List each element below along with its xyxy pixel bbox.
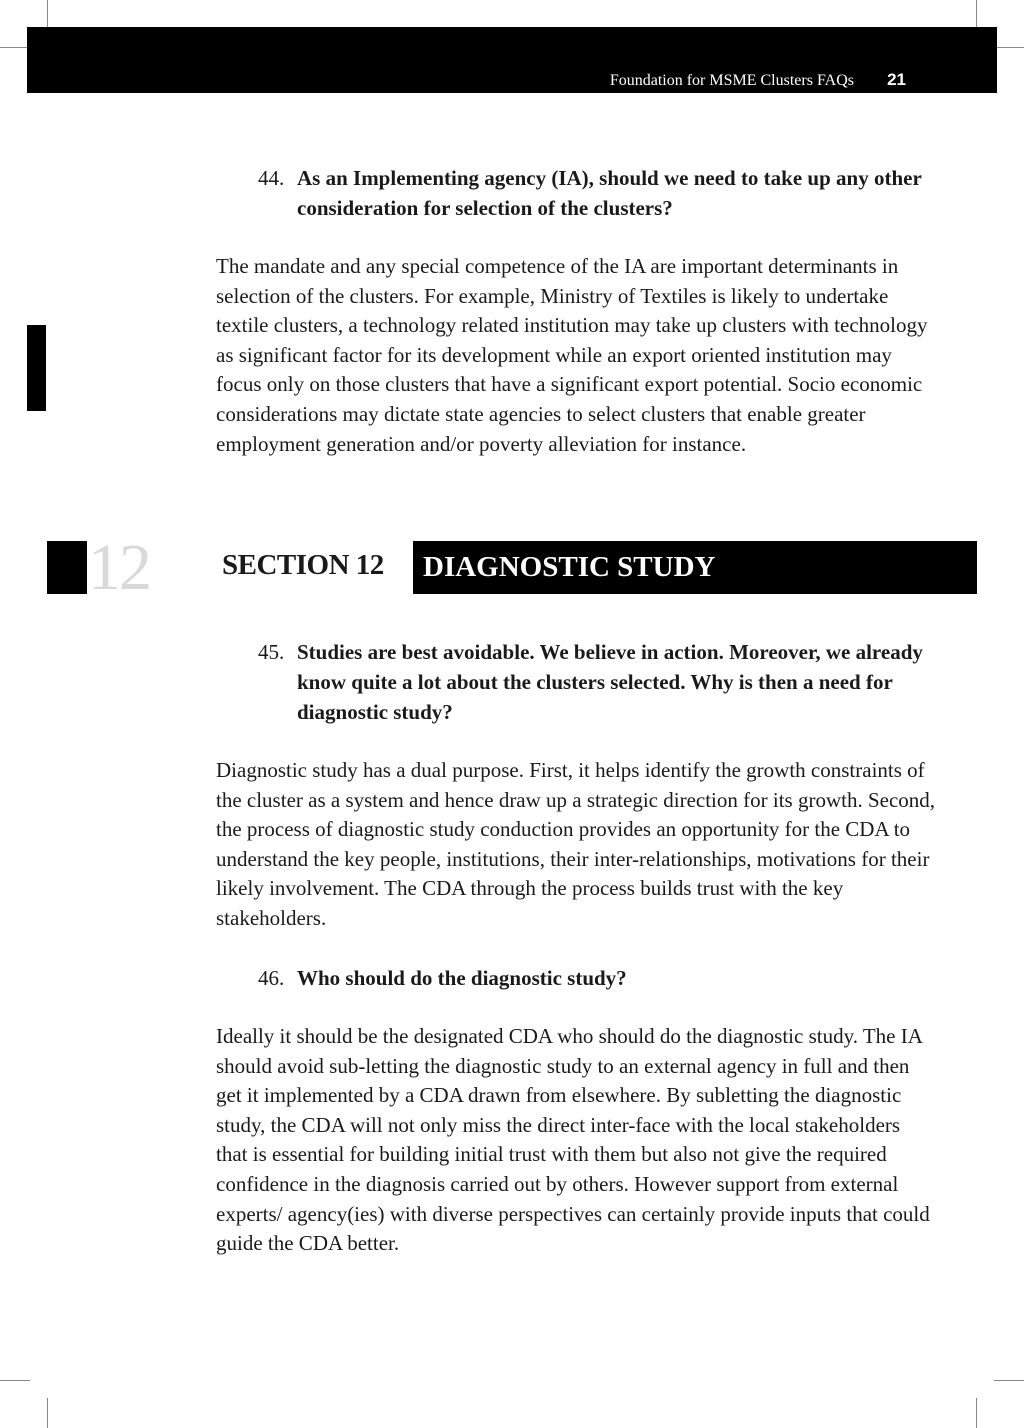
crop-mark: [994, 47, 1024, 48]
question-45: [258, 637, 948, 727]
question-text: As an Implementing agency (IA), should we need to take up any other consideration for selection of the clusters?: [297, 166, 922, 220]
question-number: 45.: [258, 640, 285, 664]
question-number: 46.: [258, 966, 285, 990]
crop-mark: [0, 47, 30, 48]
crop-mark: [976, 1398, 977, 1428]
crop-mark: [47, 0, 48, 30]
crop-mark: [976, 0, 977, 30]
page-header: [27, 27, 997, 93]
crop-mark: [0, 1380, 30, 1381]
page-number: 21: [887, 70, 906, 89]
question-text: Studies are best avoidable. We believe in action. Moreover, we already know quite a lot about the clusters selected. Why is then a need for diagnostic study?: [297, 640, 923, 724]
crop-mark: [994, 1380, 1024, 1381]
crop-mark: [47, 1398, 48, 1428]
answer-44: The mandate and any special competence of the IA are important determinants in selection of the clusters. For example, Ministry of Textiles is likely to undertake textile clusters, a technology related institution may take up clusters with technology as significant factor for its development while an export oriented institution may focus only on those clusters that have a significant export potential. Socio economic considerations may dictate state agencies to select clusters that enable greater employment generation and/or poverty alleviation for instance.: [216, 254, 928, 456]
header-title: Foundation for MSME Clusters FAQs: [609, 72, 854, 89]
section-title-bar: [413, 541, 977, 594]
question-44: [258, 163, 948, 223]
question-text: Who should do the diagnostic study?: [297, 966, 627, 990]
question-number: 44.: [258, 166, 285, 190]
answer-46: Ideally it should be the designated CDA who should do the diagnostic study. The IA should avoid sub-letting the diagnostic study to an external agency in full and then get it implemented by a CDA drawn from elsewhere. By subletting the diagnostic study, the CDA will not only miss the direct inter-face with the local stakeholders that is essential for building initial trust with them but also not give the required confidence in the diagnosis carried out by others. However support from external experts/ agency(ies) with diverse perspectives can certainly provide inputs that could guide the CDA better.: [216, 1024, 930, 1256]
answer-45: Diagnostic study has a dual purpose. First, it helps identify the growth constraints of the cluster as a system and hence draw up a strategic direction for its growth. Second, the process of diagnostic study conduction provides an opportunity for the CDA to understand the key people, institutions, their inter-relationships, motivations for their likely involvement. The CDA through the process builds trust with the key stakeholders.: [216, 758, 936, 930]
section-title: DIAGNOSTIC STUDY: [423, 551, 716, 583]
section-label: SECTION 12: [222, 549, 384, 581]
section-marker-block: [47, 541, 87, 594]
question-46: [258, 963, 948, 993]
section-big-number: 12: [88, 531, 150, 604]
side-thumb-tab: [27, 325, 46, 411]
